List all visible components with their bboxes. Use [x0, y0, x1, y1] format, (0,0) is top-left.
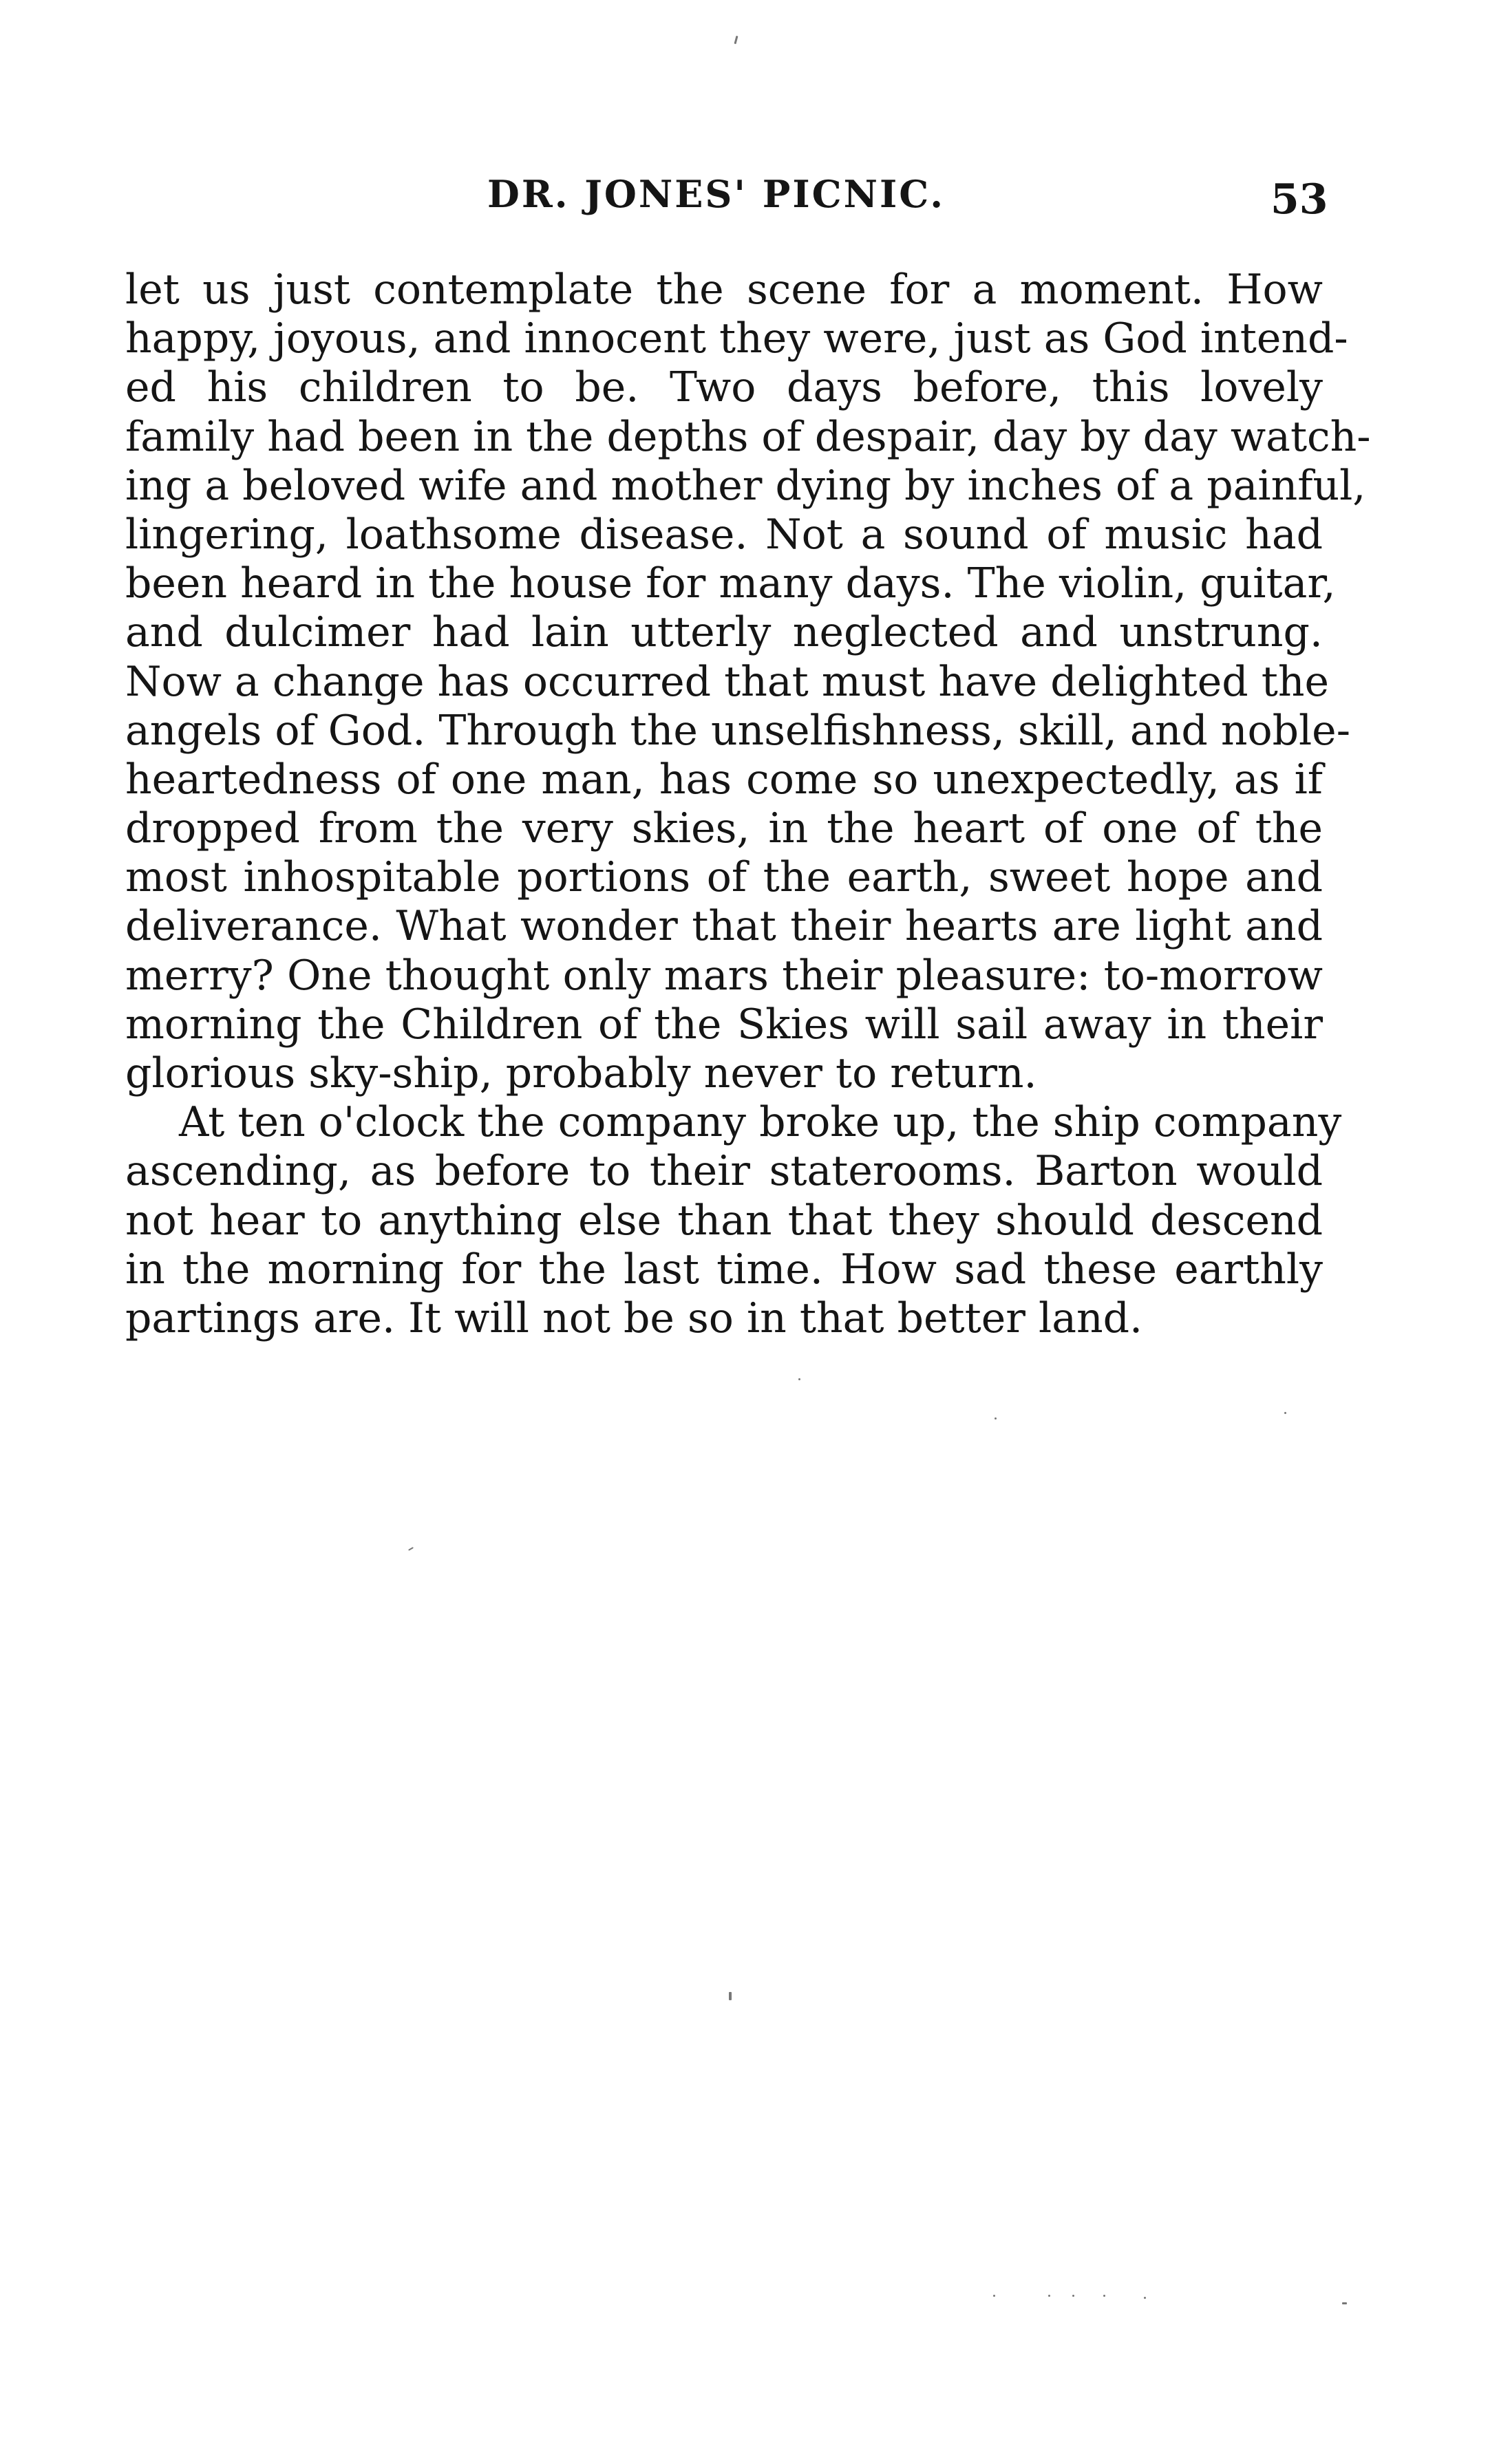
text-line: morning the Children of the Skies will sail away in their	[125, 1000, 1323, 1049]
text-line: family had been in the depths of despair, day by day watch-	[125, 412, 1371, 461]
scan-speck	[1144, 2297, 1146, 2299]
text-line: not hear to anything else than that they should descend	[125, 1196, 1323, 1245]
scan-speck	[1284, 1412, 1286, 1414]
page-header	[0, 160, 1499, 228]
text-line: At ten o'clock the company broke up, the ship company	[179, 1098, 1342, 1147]
page-number: 53	[1271, 175, 1328, 224]
scan-speck	[729, 1992, 732, 2000]
text-line: ing a beloved wife and mother dying by inches of a painful,	[125, 461, 1366, 510]
scan-speck	[1342, 2302, 1347, 2304]
scan-speck	[734, 36, 738, 44]
text-line: heartedness of one man, has come so unexpectedly, as if	[125, 755, 1323, 804]
running-title: DR. JONES' PICNIC.	[487, 172, 946, 216]
text-line: glorious sky-ship, probably never to return.	[125, 1049, 1037, 1097]
scan-speck	[798, 1378, 800, 1380]
scan-speck	[1072, 2295, 1074, 2297]
text-line: been heard in the house for many days. The violin, guitar,	[125, 559, 1336, 608]
text-line: deliverance. What wonder that their hearts are light and	[125, 902, 1323, 951]
text-line: dropped from the very skies, in the heart of one of the	[125, 804, 1323, 853]
text-line: lingering, loathsome disease. Not a sound of music had	[125, 510, 1323, 559]
paragraph-2	[125, 1098, 1342, 1343]
text-line: ed his children to be. Two days before, this lovely	[125, 363, 1323, 412]
scan-speck	[408, 1547, 414, 1551]
text-line: most inhospitable portions of the earth, sweet hope and	[125, 853, 1323, 902]
body-text	[125, 266, 1371, 1343]
scan-speck	[995, 1417, 997, 1420]
text-line: ascending, as before to their staterooms. Barton would	[125, 1147, 1323, 1196]
text-line: partings are. It will not be so in that better land.	[125, 1294, 1143, 1342]
scan-speck	[1103, 2295, 1105, 2297]
text-line: Now a change has occurred that must have delighted the	[125, 657, 1329, 706]
scan-speck	[1048, 2295, 1050, 2297]
scan-speck	[993, 2295, 995, 2297]
text-line: in the morning for the last time. How sad these earthly	[125, 1245, 1323, 1294]
text-line: merry? One thought only mars their pleasure: to-morrow	[125, 951, 1323, 1000]
paragraph-1	[125, 266, 1371, 1098]
text-line: happy, joyous, and innocent they were, just as God intend-	[125, 314, 1348, 363]
text-line: let us just contemplate the scene for a moment. How	[125, 266, 1323, 314]
text-line: and dulcimer had lain utterly neglected and unstrung.	[125, 608, 1323, 657]
text-line: angels of God. Through the unselfishness, skill, and noble-	[125, 706, 1350, 755]
